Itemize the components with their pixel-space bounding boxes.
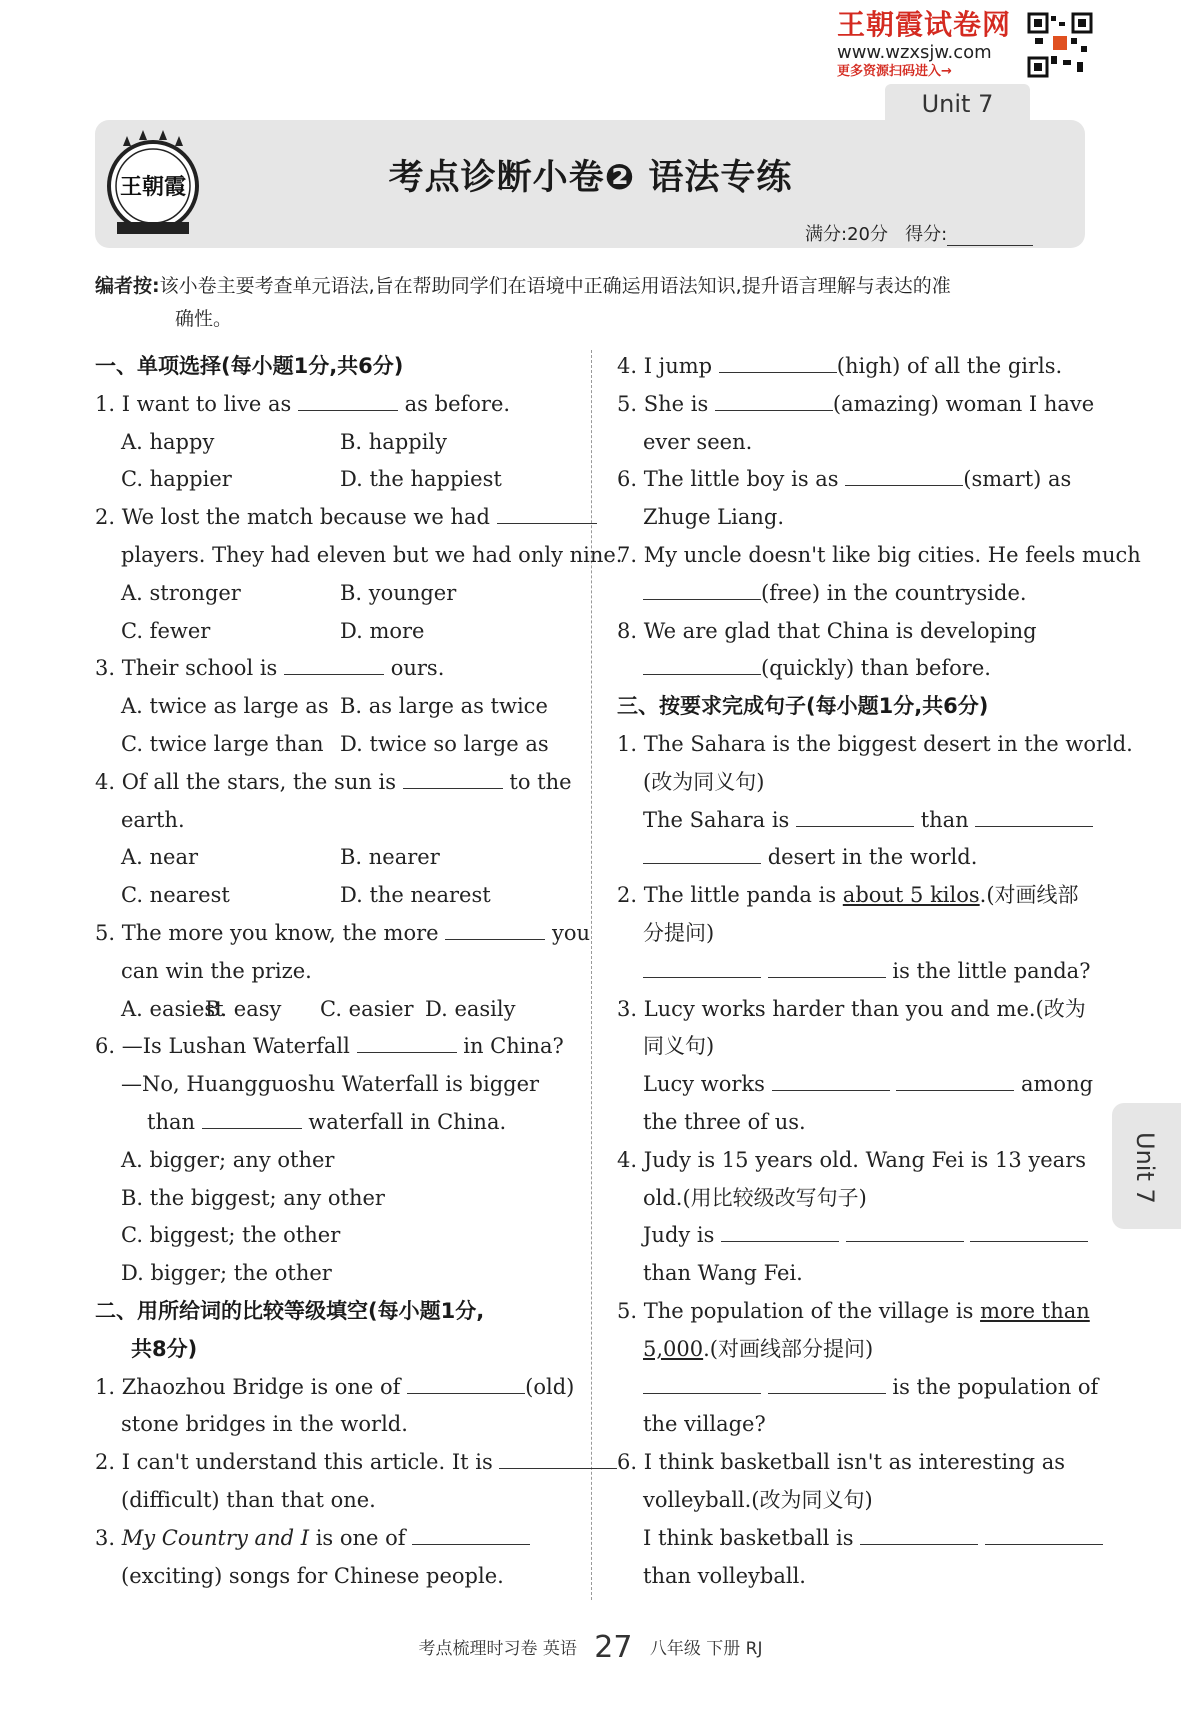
answer-blank[interactable] — [719, 352, 837, 373]
answer-blank[interactable] — [202, 1108, 302, 1129]
s2-instruction: 分提问) — [643, 920, 715, 945]
page-title: 考点诊断小卷❷ 语法专练 — [388, 158, 793, 198]
option[interactable]: B. easy — [205, 996, 282, 1021]
answer-blank[interactable] — [896, 1070, 1014, 1091]
brand — [837, 8, 1011, 80]
s4-answer: Judy is — [617, 1217, 1087, 1255]
s5-stem: 5. The population of the village is more than — [617, 1298, 1090, 1323]
column-divider — [591, 350, 592, 1600]
note-line2: 确性。 — [175, 308, 233, 330]
option[interactable]: A. bigger; any other — [121, 1147, 335, 1172]
option[interactable]: B. as large as twice — [340, 694, 548, 719]
note-line1: 该小卷主要考查单元语法,旨在帮助同学们在语境中正确运用语法知识,提升语言理解与表达的准 — [159, 275, 951, 297]
f8-stem-cont: (quickly) than before. — [617, 650, 1087, 688]
answer-blank[interactable] — [403, 768, 503, 789]
option[interactable]: D. twice so large as — [340, 731, 549, 756]
q3-options-row2 — [95, 726, 565, 764]
option[interactable]: C. easier — [320, 996, 414, 1021]
footer — [0, 1630, 1181, 1665]
option[interactable]: C. biggest; the other — [121, 1223, 341, 1248]
note-label: 编者按: — [95, 275, 160, 297]
q3-stem: 3. Their school is ours. — [95, 656, 445, 681]
answer-blank[interactable] — [357, 1032, 457, 1053]
s1-stem: 1. The Sahara is the biggest desert in the world. — [617, 731, 1133, 756]
side-unit-label: Unit 7 — [1131, 1132, 1159, 1204]
q4-options-row2 — [95, 877, 565, 915]
answer-blank[interactable] — [970, 1221, 1088, 1242]
option[interactable]: D. the nearest — [340, 883, 491, 908]
s1-instruction: (改为同义句) — [643, 769, 765, 794]
answer-blank[interactable] — [643, 843, 761, 864]
f7-stem-cont: (free) in the countryside. — [617, 575, 1087, 613]
answer-blank[interactable] — [768, 1373, 886, 1394]
s3-answer: Lucy works among — [643, 1072, 1094, 1097]
option[interactable]: D. easily — [425, 996, 516, 1021]
s2-stem: 2. The little panda is about 5 kilos.(对画线部 — [617, 883, 1079, 908]
f2-stem: 2. I can't understand this article. It is — [95, 1444, 565, 1482]
qr-code-icon — [1027, 12, 1093, 78]
f3-stem-cont: (exciting) songs for Chinese people. — [121, 1563, 504, 1588]
s4-instruction: old.(用比较级改写句子) — [643, 1185, 867, 1210]
option[interactable]: B. nearer — [340, 845, 440, 870]
option[interactable]: A. easiest — [121, 996, 224, 1021]
q2-stem-cont: players. They had eleven but we had only nine. — [121, 542, 623, 567]
answer-blank[interactable] — [407, 1373, 525, 1394]
answer-blank[interactable] — [985, 1524, 1103, 1545]
q2-options-row1 — [95, 575, 565, 613]
score-box — [805, 220, 1033, 246]
q1-stem: 1. I want to live as as before. — [95, 391, 511, 416]
f6-stem-cont: Zhuge Liang. — [643, 505, 785, 530]
f8-stem: 8. We are glad that China is developing — [617, 618, 1037, 643]
left-column — [95, 348, 623, 1595]
answer-blank[interactable] — [846, 1221, 964, 1242]
option[interactable]: C. fewer — [121, 618, 211, 643]
option[interactable]: A. twice as large as — [121, 694, 329, 719]
answer-blank[interactable] — [721, 1221, 839, 1242]
section-2-heading-cont: 共8分) — [131, 1336, 198, 1361]
answer-blank[interactable] — [284, 654, 384, 675]
f4-stem: 4. I jump (high) of all the girls. — [617, 354, 1063, 378]
section-3-heading: 三、按要求完成句子(每小题1分,共6分) — [617, 694, 989, 719]
option[interactable]: B. the biggest; any other — [121, 1185, 385, 1210]
s5-answer-cont: the village? — [643, 1412, 766, 1437]
answer-blank[interactable] — [499, 1448, 617, 1469]
brand-url: www.wzxsjw.com — [836, 42, 992, 63]
q6-reply-cont: than waterfall in China. — [147, 1109, 507, 1134]
option[interactable]: C. happier — [121, 467, 232, 492]
option[interactable]: B. younger — [340, 580, 457, 605]
answer-blank[interactable] — [796, 806, 914, 827]
got-score-label: 得分: — [905, 224, 948, 245]
footer-left: 考点梳理时习卷 英语 — [418, 1639, 577, 1659]
s6-answer-cont: than volleyball. — [643, 1563, 806, 1588]
brand-sub: 更多资源扫码进入→ — [836, 64, 952, 79]
q6-reply: —No, Huangguoshu Waterfall is bigger — [121, 1072, 540, 1097]
f5-stem: 5. She is (amazing) woman I have — [617, 391, 1095, 416]
s3-stem: 3. Lucy works harder than you and me.(改为 — [617, 996, 1086, 1021]
score-blank[interactable] — [947, 227, 1033, 246]
f6-stem: 6. The little boy is as (smart) as — [617, 467, 1072, 492]
unit-tab: Unit 7 — [885, 84, 1030, 122]
q1-options-row2 — [95, 461, 565, 499]
answer-blank[interactable] — [497, 503, 597, 524]
editor-note — [95, 270, 1085, 336]
footer-right: 八年级 下册 RJ — [649, 1639, 763, 1659]
option[interactable]: A. near — [121, 845, 199, 870]
option[interactable]: D. bigger; the other — [121, 1261, 332, 1286]
s6-answer: I think basketball is — [617, 1520, 1087, 1558]
f1-stem-cont: stone bridges in the world. — [121, 1412, 408, 1437]
answer-blank[interactable] — [643, 654, 761, 675]
full-score: 满分:20分 — [805, 224, 888, 245]
s5-answer: is the population of — [617, 1369, 1087, 1407]
answer-blank[interactable] — [445, 919, 545, 940]
q5-stem-cont: can win the prize. — [121, 958, 312, 983]
q2-options-row2 — [95, 613, 565, 651]
f1-stem: 1. Zhaozhou Bridge is one of (old) — [95, 1374, 575, 1399]
answer-blank[interactable] — [768, 957, 886, 978]
f2-stem-cont: (difficult) than that one. — [121, 1487, 376, 1512]
answer-blank[interactable] — [412, 1524, 530, 1545]
s1-answer: The Sahara is than — [617, 802, 1087, 840]
answer-blank[interactable] — [860, 1524, 978, 1545]
section-2-heading: 二、用所给词的比较等级填空(每小题1分, — [95, 1298, 485, 1323]
section-1-heading: 一、单项选择(每小题1分,共6分) — [95, 354, 404, 378]
q1-options-row1 — [95, 424, 565, 462]
q4-stem: 4. Of all the stars, the sun is to the — [95, 769, 572, 794]
option[interactable]: C. nearest — [121, 883, 230, 908]
s1-answer-cont: desert in the world. — [617, 839, 1087, 877]
q4-options-row1 — [95, 839, 565, 877]
page-number: 27 — [594, 1630, 633, 1665]
option[interactable]: D. more — [340, 618, 425, 643]
option[interactable]: A. happy — [121, 429, 215, 454]
q5-options — [95, 991, 565, 1029]
answer-blank[interactable] — [975, 806, 1093, 827]
q6-stem: 6. —Is Lushan Waterfall in China? — [95, 1034, 564, 1059]
right-column — [617, 348, 1141, 1595]
q3-options-row1 — [95, 688, 565, 726]
option[interactable]: A. stronger — [121, 580, 241, 605]
brand-title: 王朝霞试卷网 — [836, 8, 1011, 41]
q4-stem-cont: earth. — [121, 807, 185, 832]
s3-answer-cont: the three of us. — [643, 1109, 806, 1134]
s4-stem: 4. Judy is 15 years old. Wang Fei is 13 years — [617, 1147, 1087, 1172]
option[interactable]: C. twice large than — [121, 731, 324, 756]
answer-blank[interactable] — [772, 1070, 890, 1091]
s3-instruction: 同义句) — [643, 1034, 715, 1059]
answer-blank[interactable] — [845, 465, 963, 486]
q5-stem: 5. The more you know, the more you — [95, 920, 590, 945]
f3-stem: 3. My Country and I is one of — [95, 1520, 565, 1558]
s5-stem-cont: 5,000.(对画线部分提问) — [643, 1336, 874, 1361]
s6-instruction: volleyball.(改为同义句) — [643, 1487, 873, 1512]
f7-stem: 7. My uncle doesn't like big cities. He feels much — [617, 542, 1141, 567]
answer-blank[interactable] — [715, 390, 833, 411]
q2-stem: 2. We lost the match because we had — [95, 499, 565, 537]
logo-text: 王朝霞 — [119, 174, 187, 200]
answer-blank[interactable] — [298, 390, 398, 411]
option[interactable]: B. happily — [340, 429, 448, 454]
answer-blank[interactable] — [643, 1373, 761, 1394]
s4-answer-cont: than Wang Fei. — [643, 1261, 803, 1286]
option[interactable]: D. the happiest — [340, 467, 502, 492]
answer-blank[interactable] — [643, 957, 761, 978]
s6-stem: 6. I think basketball isn't as interesting as — [617, 1450, 1066, 1475]
s2-answer: is the little panda? — [617, 953, 1087, 991]
f5-stem-cont: ever seen. — [643, 429, 753, 454]
answer-blank[interactable] — [643, 579, 761, 600]
